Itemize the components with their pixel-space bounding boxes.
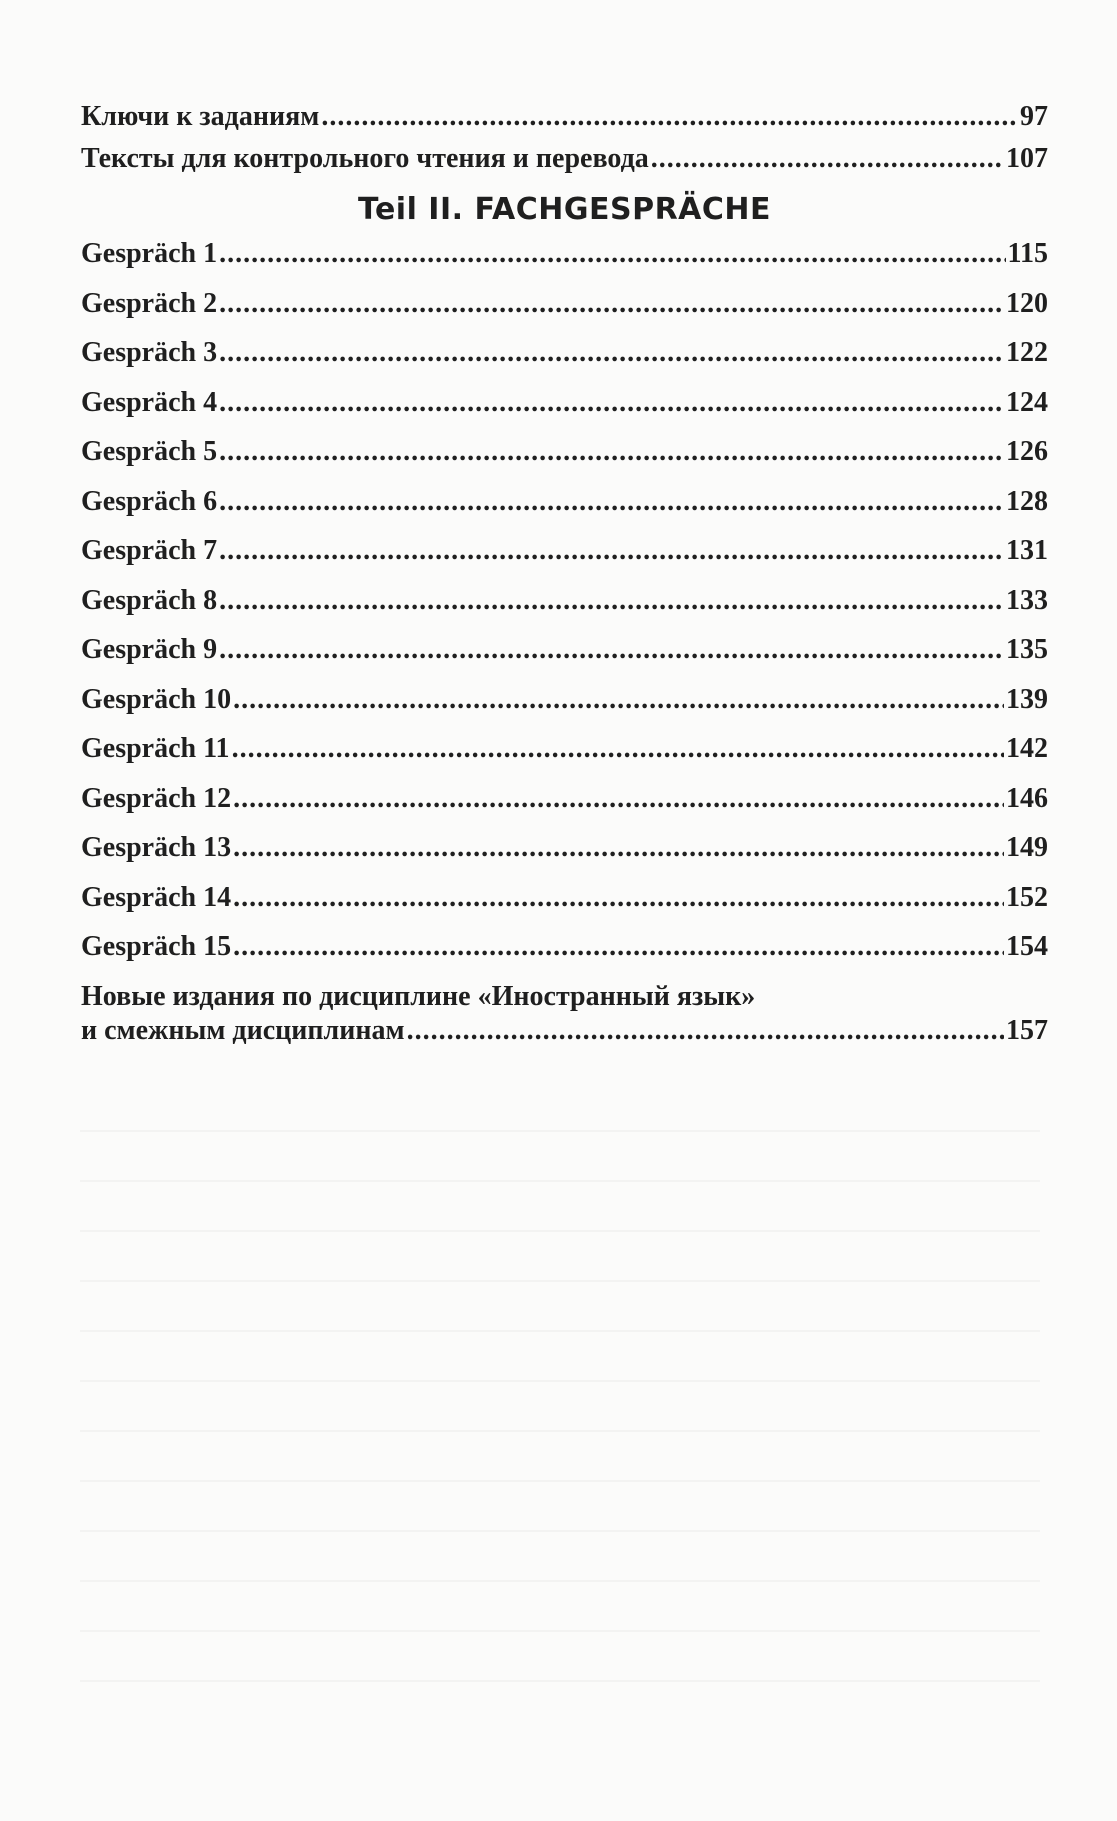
- toc-entry-page: 122: [1006, 337, 1048, 368]
- toc-entry-gespraech-1[interactable]: [81, 237, 1048, 271]
- dot-leader: [233, 831, 1004, 865]
- toc-entry-gespraech-13[interactable]: [81, 831, 1048, 865]
- toc-entry-page: 142: [1006, 733, 1048, 764]
- toc-entry-page: 131: [1006, 535, 1048, 566]
- toc-entry-page: 120: [1006, 287, 1048, 319]
- toc-entry-gespraech-5[interactable]: [81, 435, 1048, 469]
- toc-entry-page: 97: [1020, 101, 1048, 132]
- dot-leader: [219, 485, 1004, 519]
- toc-top-block: [81, 100, 1048, 176]
- conversation-list: [81, 237, 1048, 964]
- dot-leader: [219, 287, 1004, 321]
- dot-leader: [219, 633, 1004, 667]
- toc-entry-label: Gespräch 14: [81, 881, 232, 913]
- toc-entry-page: 124: [1006, 386, 1048, 418]
- toc-entry-label-line-1: Новые издания по дисциплине «Иностранный язык»: [81, 980, 756, 1012]
- dot-leader: [321, 100, 1018, 134]
- toc-entry-label: Тексты для контрольного чтения и перевода: [81, 143, 649, 174]
- toc-entry-label: Gespräch 13: [81, 832, 232, 863]
- toc-entry-page: 135: [1006, 634, 1048, 665]
- toc-entry-label: Gespräch 2: [81, 287, 218, 319]
- toc-entry-page: 133: [1006, 584, 1048, 616]
- toc-entry-page: 149: [1006, 832, 1048, 863]
- toc-entry-page: 154: [1006, 931, 1048, 962]
- toc-entry-gespraech-15[interactable]: [81, 930, 1048, 964]
- toc-entry-gespraech-9[interactable]: [81, 633, 1048, 667]
- toc-entry-label: Gespräch 3: [81, 337, 218, 368]
- toc-entry-label: Gespräch 4: [81, 386, 218, 418]
- dot-leader: [219, 435, 1004, 469]
- dot-leader: [651, 142, 1004, 176]
- toc-entry-new-editions[interactable]: [81, 980, 1048, 1048]
- toc-entry-label: Gespräch 7: [81, 535, 218, 566]
- toc-entry-label: Gespräch 11: [81, 733, 230, 764]
- toc-entry-gespraech-2[interactable]: [81, 287, 1048, 321]
- toc-entry-label: Gespräch 9: [81, 634, 218, 665]
- bleed-through-shadow: [80, 1090, 1040, 1690]
- dot-leader: [219, 336, 1004, 370]
- toc-entry-gespraech-14[interactable]: [81, 881, 1048, 915]
- toc-entry-page: 152: [1006, 881, 1048, 913]
- toc-entry-label: Gespräch 12: [81, 782, 232, 814]
- toc-entry-page: 146: [1006, 782, 1048, 814]
- toc-entry-label: Gespräch 1: [81, 238, 218, 269]
- dot-leader: [219, 237, 1005, 271]
- toc-entry-page: 157: [1006, 1014, 1048, 1046]
- toc-entry-gespraech-12[interactable]: [81, 782, 1048, 816]
- dot-leader: [233, 930, 1004, 964]
- toc-entry-label: Gespräch 6: [81, 485, 218, 517]
- dot-leader: [407, 1014, 1004, 1048]
- toc-entry-gespraech-3[interactable]: [81, 336, 1048, 370]
- toc-entry-keys[interactable]: [81, 100, 1048, 134]
- toc-entry-label-line-2: и смежным дисциплинам: [81, 1014, 405, 1046]
- dot-leader: [233, 782, 1004, 816]
- toc-entry-label: Gespräch 10: [81, 683, 232, 715]
- toc-entry-gespraech-6[interactable]: [81, 485, 1048, 519]
- toc-entry-control-texts[interactable]: [81, 142, 1048, 176]
- toc-entry-page: 107: [1006, 143, 1048, 174]
- section-title: Teil II. FACHGESPRÄCHE: [357, 192, 772, 227]
- toc-entry-page: 139: [1006, 683, 1048, 715]
- table-of-contents: [81, 100, 1048, 1048]
- dot-leader: [219, 386, 1004, 420]
- toc-entry-gespraech-7[interactable]: [81, 534, 1048, 568]
- toc-entry-label: Gespräch 15: [81, 931, 232, 962]
- dot-leader: [233, 881, 1004, 915]
- toc-entry-gespraech-8[interactable]: [81, 584, 1048, 618]
- dot-leader: [219, 584, 1004, 618]
- toc-entry-gespraech-10[interactable]: [81, 683, 1048, 717]
- dot-leader: [233, 683, 1004, 717]
- toc-entry-label: Gespräch 8: [81, 584, 218, 616]
- toc-entry-gespraech-11[interactable]: [81, 732, 1048, 766]
- dot-leader: [232, 732, 1004, 766]
- toc-entry-line-2: [81, 1014, 1048, 1048]
- toc-entry-label: Gespräch 5: [81, 436, 218, 467]
- toc-entry-page: 115: [1007, 238, 1048, 269]
- toc-entry-page: 126: [1006, 436, 1048, 467]
- dot-leader: [219, 534, 1004, 568]
- toc-entry-page: 128: [1006, 485, 1048, 517]
- toc-entry-gespraech-4[interactable]: [81, 386, 1048, 420]
- toc-entry-label: Ключи к заданиям: [81, 101, 320, 132]
